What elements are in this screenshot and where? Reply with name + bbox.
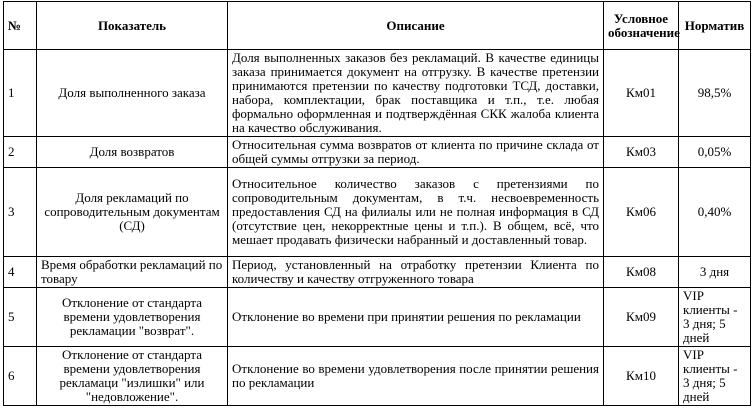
header-num: № xyxy=(4,2,37,50)
row-code: Км10 xyxy=(604,347,679,406)
table-row xyxy=(4,288,751,347)
row-description: Относительная сумма возвратов от клиента по причине склада от общей суммы отгрузки за период. xyxy=(228,137,604,168)
row-description: Доля выполненных заказов без рекламаций. В качестве единицы заказа принимается документ на отгрузку. В качестве претензии принимаются претензии по качеству подготовки ТСД, доставки, набора, комплектации, брак поставщика и т.п., т.е. любая формально оформленная и подтверждённая СКК жалоба клиента на качество обслуживания. xyxy=(228,50,604,137)
row-norm: 0,40% xyxy=(679,168,751,257)
table-row xyxy=(4,137,751,168)
table-header-row xyxy=(4,2,751,50)
row-description: Относительное количество заказов с претензиями по сопроводительным документам, в т.ч. несвоевременность предоставления СД на филиалы или не полная информация в СД (отсутствие цен, некорректные цены и т.п.). В общем, всё, что мешает продавать физически набранный и доставленный товар. xyxy=(228,168,604,257)
header-description: Описание xyxy=(228,2,604,50)
row-norm: 3 дня xyxy=(679,257,751,288)
row-norm: 98,5% xyxy=(679,50,751,137)
row-number: 3 xyxy=(4,168,37,257)
row-number: 4 xyxy=(4,257,37,288)
header-norm: Норматив xyxy=(679,2,751,50)
row-norm: 0,05% xyxy=(679,137,751,168)
table-row xyxy=(4,347,751,406)
row-code: Км08 xyxy=(604,257,679,288)
row-code: Км06 xyxy=(604,168,679,257)
row-indicator: Доля рекламаций по сопроводительным документам (СД) xyxy=(37,168,228,257)
row-number: 2 xyxy=(4,137,37,168)
row-norm: VIP клиенты - 3 дня; 5 дней xyxy=(679,288,751,347)
header-code: Условное обозначение xyxy=(604,2,679,50)
row-number: 1 xyxy=(4,50,37,137)
table-row xyxy=(4,50,751,137)
row-code: Км03 xyxy=(604,137,679,168)
row-indicator: Отклонение от стандарта времени удовлетворения рекламации "возврат". xyxy=(37,288,228,347)
row-norm: VIP клиенты - 3 дня; 5 дней xyxy=(679,347,751,406)
header-indicator: Показатель xyxy=(37,2,228,50)
row-indicator: Доля возвратов xyxy=(37,137,228,168)
row-number: 5 xyxy=(4,288,37,347)
row-description: Период, установленный на отработку претензии Клиента по количеству и качеству отгруженного товара xyxy=(228,257,604,288)
row-indicator: Время обработки рекламаций по товару xyxy=(37,257,228,288)
kpi-table xyxy=(3,1,751,406)
row-code: Км01 xyxy=(604,50,679,137)
row-number: 6 xyxy=(4,347,37,406)
row-code: Км09 xyxy=(604,288,679,347)
row-description: Отклонение во времени при принятии решения по рекламации xyxy=(228,288,604,347)
row-description: Отклонение во времени удовлетворения после принятии решения по рекламации xyxy=(228,347,604,406)
table-row xyxy=(4,257,751,288)
row-indicator: Доля выполненного заказа xyxy=(37,50,228,137)
row-indicator: Отклонение от стандарта времени удовлетворения рекламаци "излишки" или "недовложение". xyxy=(37,347,228,406)
table-row xyxy=(4,168,751,257)
